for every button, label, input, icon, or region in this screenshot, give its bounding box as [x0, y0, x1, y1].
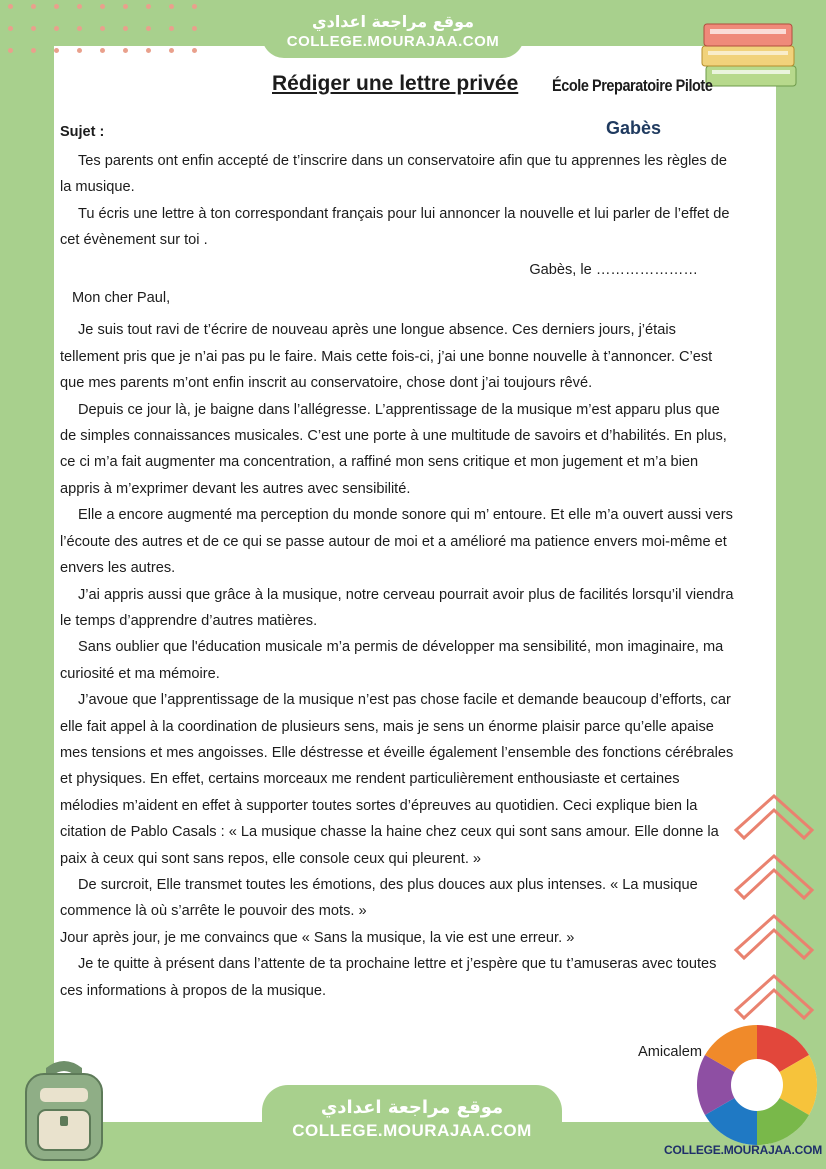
decorative-dot: [123, 48, 128, 53]
document-body: [60, 148, 736, 1004]
books-stack-icon: [698, 12, 808, 92]
decorative-dot: [123, 4, 128, 9]
decorative-dot: [54, 26, 59, 31]
letter-paragraph: Je te quitte à présent dans l’attente de ta prochaine lettre et j’espère que tu t’amuseras avec toutes ces informations à propos de la musique.: [60, 956, 717, 999]
site-arabic-name: موقع مراجعة اعدادي: [311, 12, 475, 31]
decorative-dot: [192, 48, 197, 53]
decorative-dot: [8, 4, 13, 9]
letter-paragraph: Depuis ce jour là, je baigne dans l’allégresse. L’apprentissage de la musique m’est apparu plus que de simples connaissances musicales. C’est une porte à une multitude de savoirs et d’habilités. En plus, ce ci m’a fait augmenter ma concentration, a raffiné mon sens critique et mon jugement et m’a bien appris à m’exprimer devant les autres avec sensibilité.: [60, 401, 727, 497]
decorative-dot: [100, 48, 105, 53]
decorative-dot: [31, 48, 36, 53]
decorative-dot: [31, 26, 36, 31]
decorative-dot: [100, 26, 105, 31]
backpack-icon: [16, 1058, 112, 1164]
decorative-dot: [146, 26, 151, 31]
letter-paragraph: Je suis tout ravi de t’écrire de nouveau après une longue absence. Ces derniers jours, j’étais tellement pris que je n’ai pas pu le faire. Mais cette fois-ci, j’ai une bonne nouvelle à t’annoncer. C’est que mes parents m’ont enfin inscrit au conservatoire, chose dont j’ai toujours rêvé.: [60, 322, 713, 392]
decorative-dot: [192, 4, 197, 9]
letter-salutation: Mon cher Paul,: [72, 290, 171, 307]
decorative-dot: [54, 48, 59, 53]
logo-url[interactable]: COLLEGE.MOURAJAA.COM: [664, 1143, 823, 1157]
subjects-wheel-logo: [694, 1022, 820, 1148]
subject-paragraph: Tes parents ont enfin accepté de t’inscrire dans un conservatoire afin que tu apprennes les règles de la musique.: [60, 153, 728, 196]
subject-label: Sujet :: [60, 124, 105, 140]
decorative-dot: [169, 26, 174, 31]
decorative-dot: [31, 4, 36, 9]
page-title: Rédiger une lettre privée: [272, 72, 519, 95]
decorative-dot: [54, 4, 59, 9]
site-url[interactable]: COLLEGE.MOURAJAA.COM: [286, 33, 500, 50]
site-banner-bottom[interactable]: [262, 1085, 562, 1165]
site-arabic-name: موقع مراجعة اعدادي: [320, 1097, 504, 1118]
decorative-dot: [8, 26, 13, 31]
decorative-dot: [8, 48, 13, 53]
decorative-dot: [146, 48, 151, 53]
letter-paragraph: Jour après jour, je me convaincs que « Sans la musique, la vie est une erreur. »: [60, 929, 575, 946]
site-url[interactable]: COLLEGE.MOURAJAA.COM: [292, 1121, 532, 1140]
decorative-dot: [100, 4, 105, 9]
school-city: Gabès: [606, 118, 662, 138]
decorative-dot: [146, 4, 151, 9]
decorative-dot: [77, 4, 82, 9]
school-name: École Preparatoire Pilote: [552, 76, 713, 95]
decorative-dot: [77, 48, 82, 53]
letter-paragraph: Sans oublier que l'éducation musicale m’a permis de développer ma sensibilité, mon imaginaire, ma curiosité et ma mémoire.: [60, 639, 724, 682]
decorative-dot: [169, 4, 174, 9]
decorative-dot: [123, 26, 128, 31]
subject-paragraph: Tu écris une lettre à ton correspondant français pour lui annoncer la nouvelle et lui parler de l’effet de cet évènement sur toi .: [60, 205, 730, 249]
site-banner-top[interactable]: [262, 4, 524, 58]
decorative-dot: [77, 26, 82, 31]
letter-paragraph: De surcroit, Elle transmet toutes les émotions, des plus douces aux plus intenses. « La musique commence là où s’arrête le pouvoir des mots. »: [60, 876, 698, 920]
decorative-dot: [192, 26, 197, 31]
letter-paragraph: Elle a encore augmenté ma perception du monde sonore qui m’ entoure. Et elle m’a ouvert aussi vers l’écoute des autres et de ce qui se passe autour de moi et a amélioré ma patience envers moi-même et envers les autres.: [60, 507, 733, 577]
letter-paragraph: J’ai appris aussi que grâce à la musique, notre cerveau pourrait avoir plus de facilités lorsqu’il viendra le temps d’apprendre d’autres matières.: [60, 586, 734, 629]
decorative-dot: [169, 48, 174, 53]
letter-signature: Amicalem: [638, 1044, 703, 1060]
letter-date-line: Gabès, le …………………: [529, 261, 698, 278]
letter-paragraph: J’avoue que l’apprentissage de la musique n’est pas chose facile et demande beaucoup d’efforts, car elle fait appel à la coordination de plusieurs sens, mais je sens un énorme plaisir parce qu’elle apaise mes tensions et mes angoisses. Elle déstresse et éveille également l’ensemble des fonctions cérébrales et physiques. En effet, certains morceaux me rendent particulièrement enthousiaste et certaines mélodies m’aident en effet à supporter toutes sortes d’épreuves au quotidien. Ceci explique bien la citation de Pablo Casals : « La musique chasse la haine chez ceux qui sont sans amour. Elle donne la paix à ceux qui sont sans repos, elle console ceux qui pleurent. »: [60, 692, 734, 867]
